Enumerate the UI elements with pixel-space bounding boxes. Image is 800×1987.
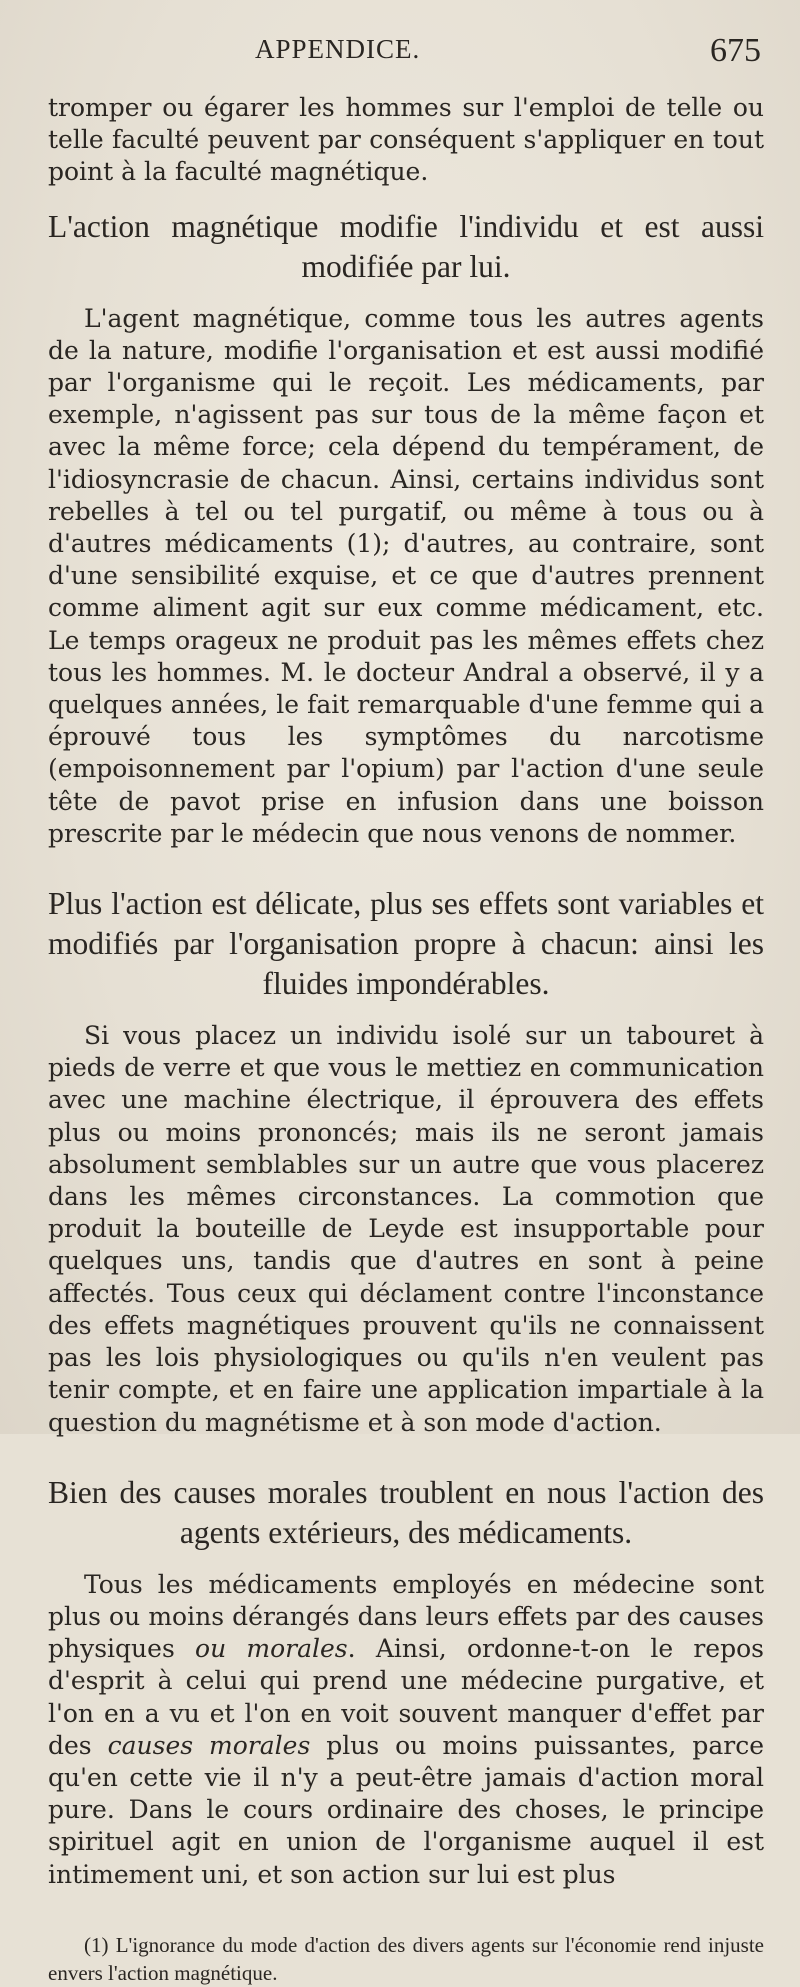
section-heading: L'action magnétique modifie l'individu et est aussi modifiée par lui. (48, 208, 764, 284)
paragraph: L'agent magnétique, comme tous les autres agents de la nature, modifie l'organisation et est aussi modifié par l'organisme qui le reçoit. Les médicaments, par exemple, n'agissent pas sur tous de la même façon et avec la même force; cela dépend du tempérament, de l'idiosyncrasie de chacun. Ainsi, certains individus sont rebelles à tel ou tel purgatif, ou même à tous ou à d'autres médicaments (1); d'autres, au contraire, sont d'une sensibilité exquise, et ce que d'autres prennent comme aliment agit sur eux comme médicament, etc. Le temps orageux ne produit pas les mêmes effets chez tous les hommes. M. le docteur Andral a observé, il y a quelques années, le fait remarquable d'une femme qui a éprouvé tous les symptômes du narcotisme (empoisonnement par l'opium) par l'action d'une seule tête de pavot prise en infusion dans une boisson prescrite par le médecin que nous venons de nommer. (48, 303, 764, 848)
section-heading: Plus l'action est délicate, plus ses effets sont variables et modifiés par l'organisation propre à chacun: ainsi les fluides impondérables. (48, 886, 764, 1002)
running-head: APPENDICE. (255, 34, 421, 64)
page-number: 675 (710, 32, 761, 69)
text-run: Tous les médicaments employés en médecine sont plus ou moins dérangés dans leurs effets par des causes physiques (48, 1569, 764, 1664)
paragraph-continuation: tromper ou égarer les hommes sur l'emploi de telle ou telle faculté peuvent par conséquent s'appliquer en tout point à la faculté magnétique. (48, 93, 764, 187)
italic-text: causes morales (107, 1730, 311, 1760)
text-run: plus ou moins puissantes, parce qu'en cette vie il n'y a peut-être jamais d'action moral pure. Dans le cours ordinaire des choses, le principe spirituel agit en union de l'organisme auquel il est intimement uni, et son action sur lui est plus (48, 1730, 764, 1889)
paragraph (48, 1569, 764, 1891)
footnote: (1) L'ignorance du mode d'action des divers agents sur l'économie rend injuste envers l'action magnétique. (48, 1932, 764, 1985)
body-text (48, 92, 764, 1987)
italic-text: ou morales (195, 1634, 348, 1664)
text-run: . Ainsi, ordonne-t-on le repos d'esprit à celui qui prend une médecine purgative, et l'on en a vu et l'on en voit souvent manquer d'effet par des (48, 1634, 764, 1760)
paragraph: Si vous placez un individu isolé sur un tabouret à pieds de verre et que vous le mettiez en communication avec une machine électrique, il éprouvera des effets plus ou moins prononcés; mais ils ne seront jamais absolument semblables sur un autre que vous placerez dans les mêmes circonstances. La commotion que produit la bouteille de Leyde est insupportable pour quelques uns, tandis que d'autres en sont à peine affectés. Tous ceux qui déclament contre l'inconstance des effets magnétiques prouvent qu'ils ne connaissent pas les lois physiologiques ou qu'ils n'en veulent pas tenir compte, et en faire une application impartiale à la question du magnétisme et à son mode d'action. (48, 1021, 764, 1437)
page-header (0, 34, 800, 74)
section-heading: Bien des causes morales troublent en nous l'action des agents extérieurs, des médicaments. (48, 1474, 764, 1550)
